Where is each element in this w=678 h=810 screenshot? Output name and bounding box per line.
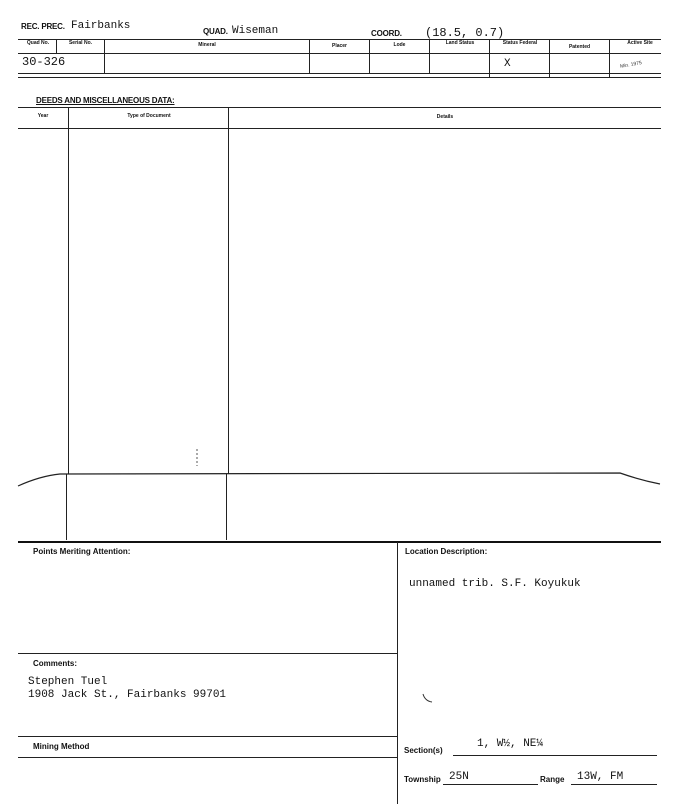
township-label: Township [404, 775, 441, 784]
deeds-divider-year [68, 107, 69, 474]
col-divider [609, 39, 610, 77]
comments-line-2: 1908 Jack St., Fairbanks 99701 [28, 689, 227, 701]
page-fold-line [0, 466, 678, 490]
sections-label: Section(s) [404, 746, 443, 755]
rec-prec-value: Fairbanks [71, 20, 131, 32]
bottom-center-divider [397, 542, 398, 804]
location-description-value: unnamed trib. S.F. Koyukuk [409, 578, 581, 590]
col-type-of-document: Type of Document [127, 113, 171, 119]
col-details: Details [436, 114, 454, 120]
coord-value: (18.5, 0.7) [425, 26, 505, 40]
col-serial-no: Serial No. [68, 40, 93, 46]
comments-rule [18, 653, 397, 654]
bottom-top-rule [18, 541, 661, 543]
scan-mark [193, 448, 201, 468]
quad-label: QUAD. [203, 27, 228, 36]
col-quad-no: Quad No. [26, 40, 50, 46]
col-year: Year [37, 113, 49, 119]
sections-underline [453, 755, 657, 756]
sections-value: 1, W½, NE¼ [477, 738, 544, 750]
range-value: 13W, FM [577, 771, 624, 783]
township-value: 25N [449, 771, 469, 783]
deeds-top-rule [18, 107, 661, 108]
col-patented: Patented [568, 44, 591, 50]
status-federal-mark: X [504, 58, 511, 70]
header-mid-rule [18, 53, 661, 54]
quad-value: Wiseman [232, 25, 279, 37]
location-description-label: Location Description: [405, 547, 488, 556]
header-top-rule [18, 39, 661, 40]
mining-method-underline [18, 757, 397, 758]
mining-method-label: Mining Method [33, 742, 90, 751]
deeds-header-rule [18, 128, 661, 129]
quad-no-value: 30-326 [22, 55, 66, 69]
deeds-divider-type [228, 107, 229, 474]
col-land-status: Land Status [445, 40, 475, 46]
col-divider [429, 39, 430, 73]
coord-label: COORD. [371, 29, 402, 38]
col-lode: Lode [393, 42, 406, 48]
township-underline [443, 784, 538, 785]
active-site-handwriting: Min. 1975 [619, 60, 643, 70]
range-underline [571, 784, 657, 785]
pen-mark [422, 693, 434, 705]
points-meriting-attention-label: Points Meriting Attention: [33, 547, 131, 556]
col-active-site: Active Site [627, 40, 653, 46]
header-bottom-rule [18, 73, 661, 74]
range-label: Range [540, 775, 565, 784]
comments-label: Comments: [33, 659, 78, 668]
deeds-heading: DEEDS AND MISCELLANEOUS DATA: [36, 96, 175, 105]
col-status-federal: Status Federal [502, 40, 538, 46]
header-bottom-rule-2 [18, 77, 661, 78]
col-divider [489, 39, 490, 77]
mining-method-rule [18, 736, 397, 737]
comments-line-1: Stephen Tuel [28, 676, 108, 688]
col-placer: Placer [331, 43, 347, 49]
col-mineral: Mineral [198, 42, 216, 48]
rec-prec-label: REC. PREC. [21, 22, 65, 31]
